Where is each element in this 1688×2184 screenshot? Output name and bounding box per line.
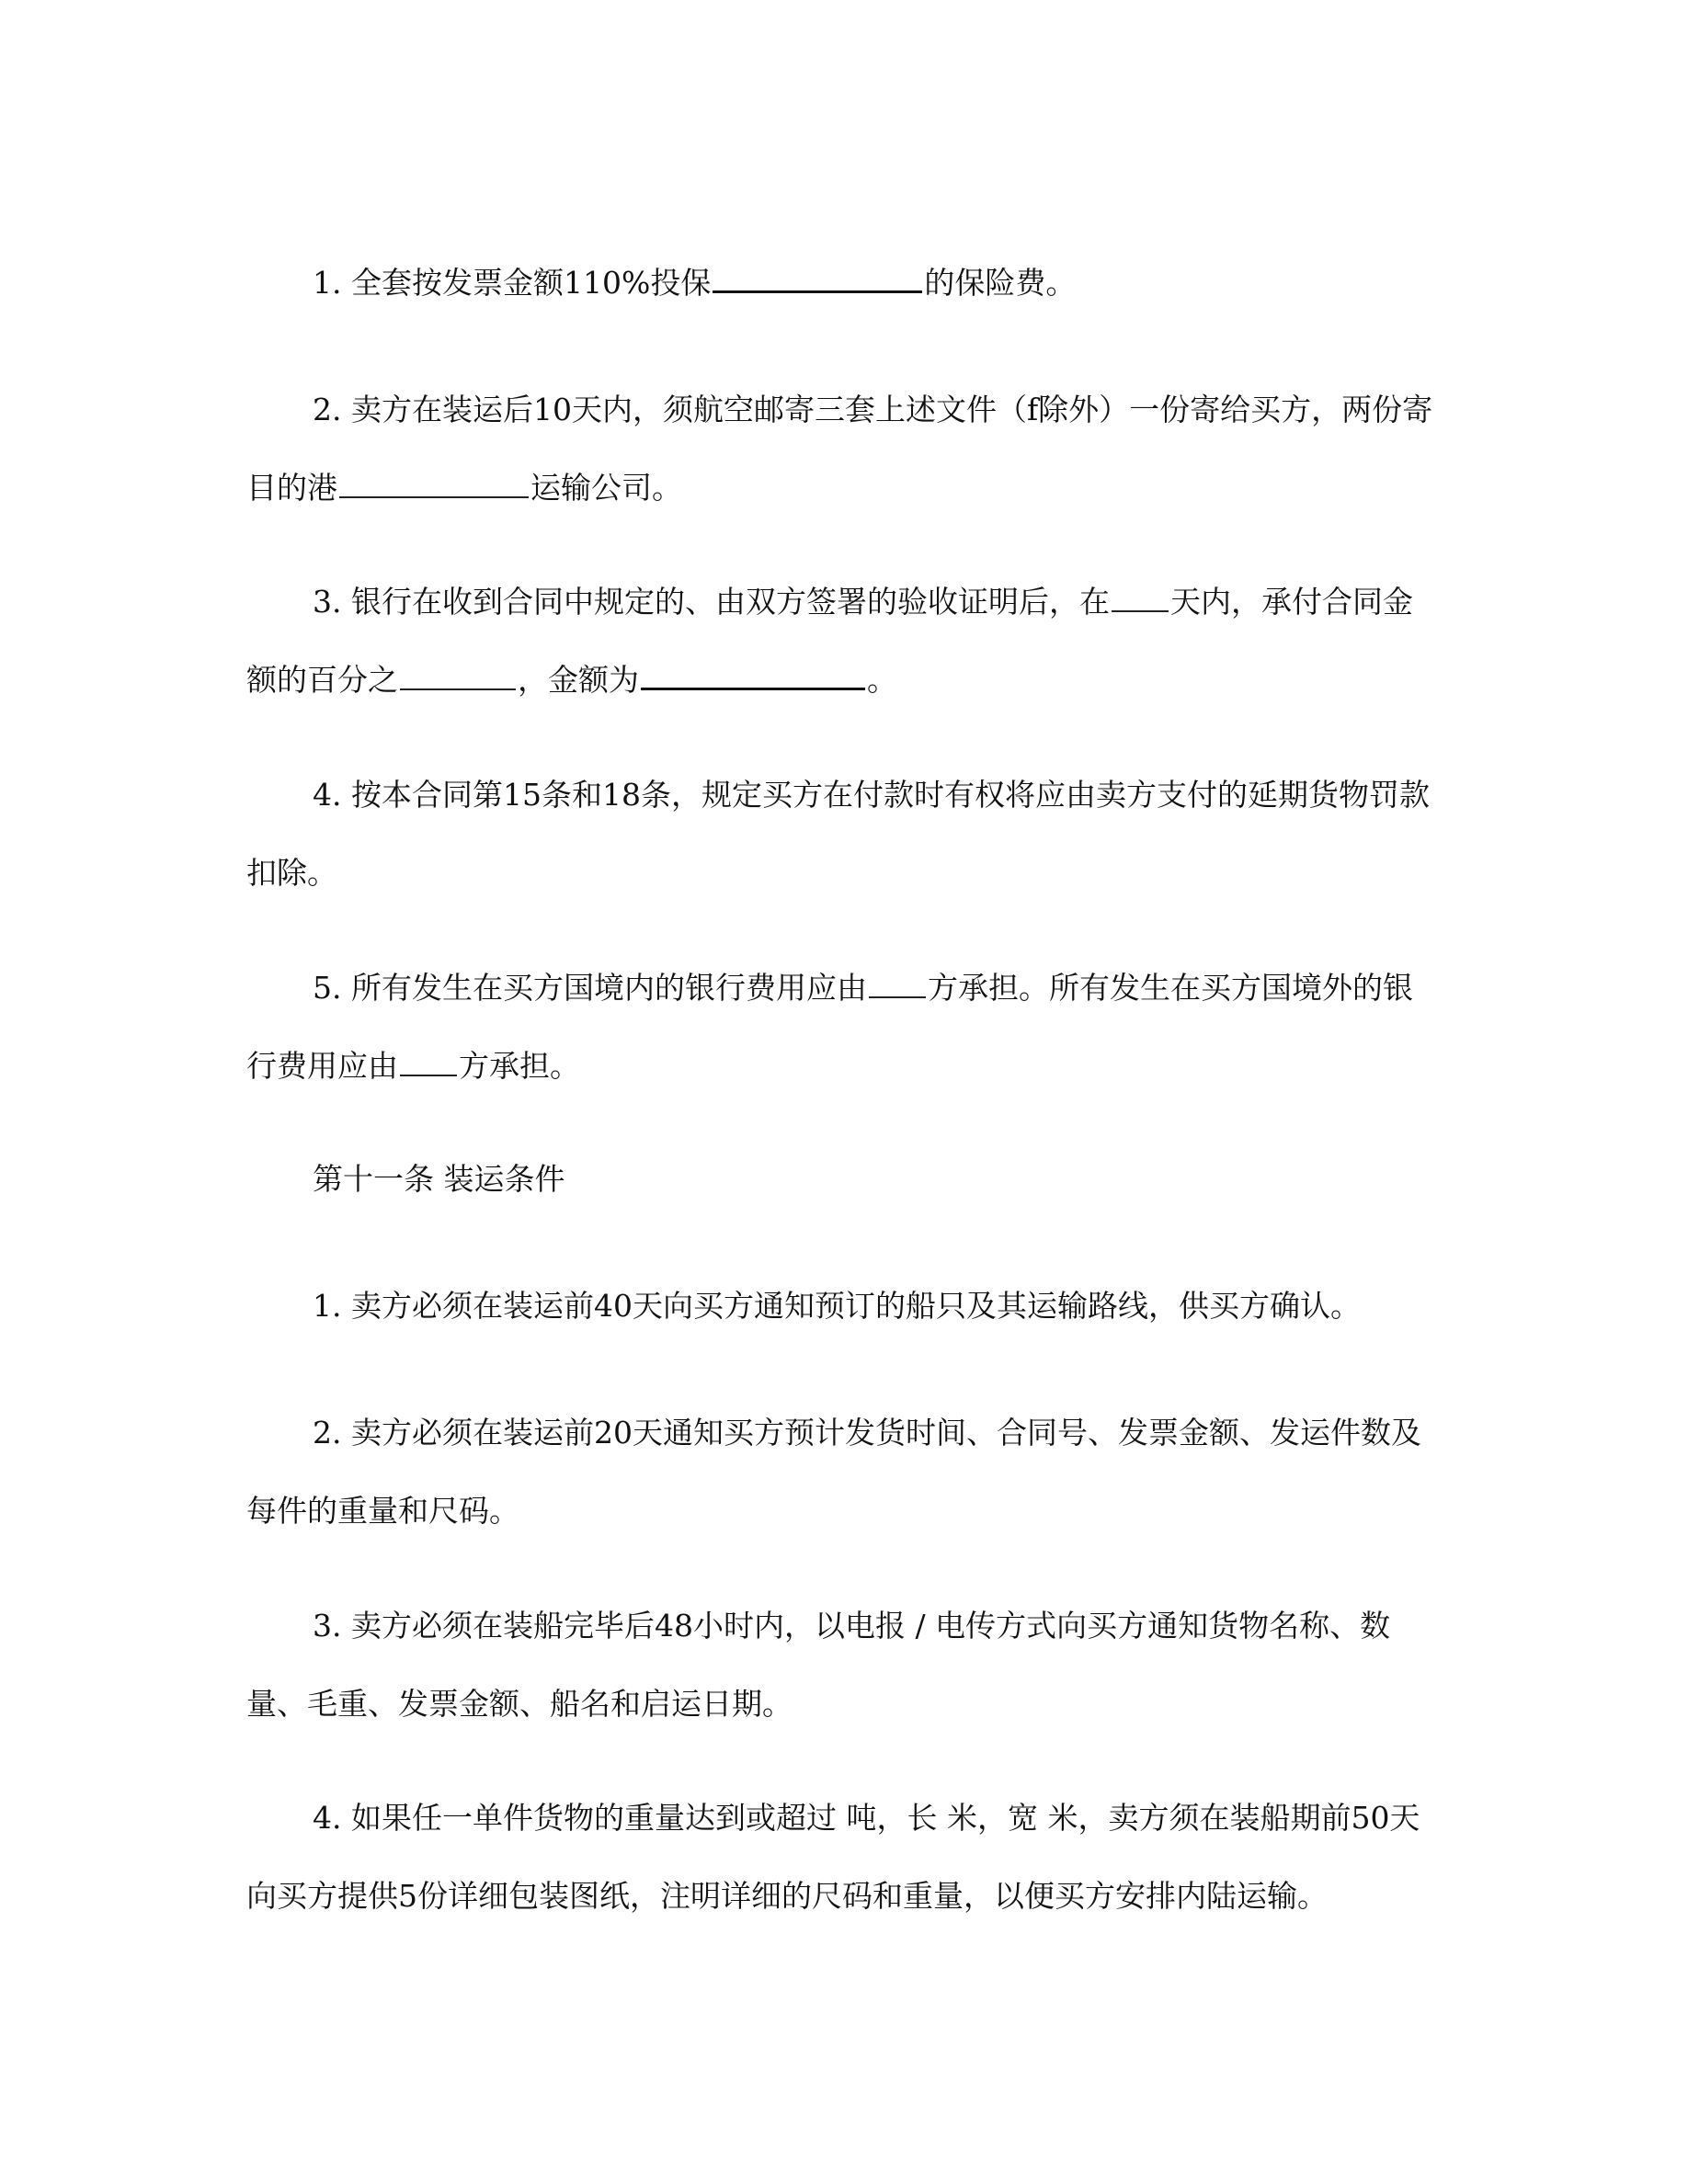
shipping-clause-3 — [246, 1587, 1442, 1743]
fill-in-blank[interactable] — [339, 495, 529, 498]
clause-text: 运输公司。 — [530, 470, 682, 506]
clause-text: 2. 卖方在装运后10天内，须航空邮寄三套上述文件（f除外）一份寄给买方，两份寄目的港 — [246, 392, 1433, 506]
payment-clause-4 — [246, 756, 1442, 912]
payment-clause-3 — [246, 563, 1442, 719]
clause-text: 3. 卖方必须在装船完毕后48小时内，以电报 / 电传方式向买方通知货物名称、数量、毛重、发票金额、船名和启运日期。 — [246, 1608, 1391, 1722]
clause-text: 4. 按本合同第15条和18条，规定买方在付款时有权将应由卖方支付的延期货物罚款扣除。 — [246, 777, 1430, 891]
clause-text: 1. 全套按发票金额110%投保 — [313, 265, 712, 301]
fill-in-blank[interactable] — [869, 995, 926, 998]
clause-text: 4. 如果任一单件货物的重量达到或超过 吨，长 米，宽 米，卖方须在装船期前50天向买方提供5份详细包装图纸，注明详细的尺码和重量，以便买方安排内陆运输。 — [246, 1800, 1420, 1914]
shipping-clause-4 — [246, 1779, 1442, 1935]
shipping-clause-2 — [246, 1393, 1442, 1550]
payment-clause-1 — [246, 244, 1442, 322]
fill-in-blank[interactable] — [400, 1074, 457, 1076]
fill-in-blank[interactable] — [713, 290, 922, 293]
fill-in-blank[interactable] — [641, 687, 865, 690]
clause-text: 2. 卖方必须在装运前20天通知买方预计发货时间、合同号、发票金额、发运件数及每件的重量和尺码。 — [246, 1415, 1421, 1529]
clause-text: 5. 所有发生在买方国境内的银行费用应由 — [313, 970, 867, 1006]
clause-text: ，金额为 — [518, 662, 639, 698]
fill-in-blank[interactable] — [1112, 609, 1169, 612]
clause-text: 3. 银行在收到合同中规定的、由双方签署的验收证明后，在 — [313, 584, 1110, 620]
section-heading: 第十一条 装运条件 — [313, 1161, 565, 1197]
payment-clause-5 — [246, 949, 1442, 1105]
clause-text: 方承担。 — [459, 1048, 580, 1084]
payment-clause-2 — [246, 370, 1442, 527]
clause-text: 方承担。所有发生在买方国境外的银行费用应由 — [246, 970, 1413, 1084]
clause-text: 1. 卖方必须在装运前40天向买方通知预订的船只及其运输路线，供买方确认。 — [313, 1288, 1361, 1324]
shipping-clause-1 — [246, 1267, 1442, 1345]
clause-text: 的保险费。 — [924, 265, 1077, 301]
clause-text: 天内，承付合同金额的百分之 — [246, 584, 1413, 698]
clause-text: 。 — [867, 662, 897, 698]
fill-in-blank[interactable] — [400, 688, 516, 690]
